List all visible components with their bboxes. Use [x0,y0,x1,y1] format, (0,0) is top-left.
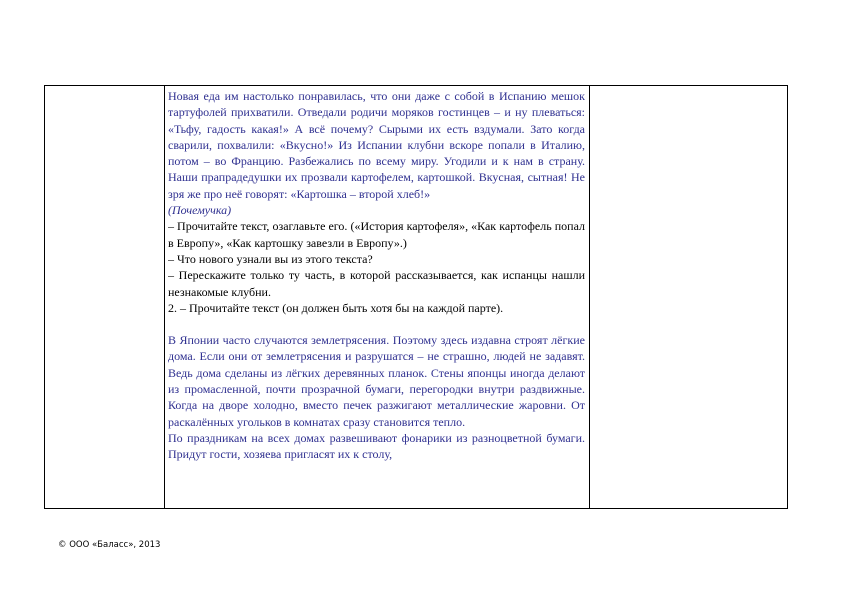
task-line: – Прочитайте текст, озаглавьте его. («История картофеля», «Как картофель попал в Европу», «Как картошку завезли в Европу».) [168,219,585,250]
story-paragraph: В Японии часто случаются землетрясения. Поэтому здесь издавна строят лёгкие дома. Если они от землетрясения и разрушатся – не страшно, людей не задавят. Ведь дома сделаны из лёгких деревянных планок. Стены японцы иногда делают из промасленной, почти прозрачной бумаги, перегородки внутри раздвижные. Когда на дворе холодно, вместо печек разжигают металлические жаровни. От раскалённых угольков в комнатах сразу становится тепло. [168,333,585,429]
story-source: (Почемучка) [168,203,232,218]
task-line: – Что нового узнали вы из этого текста? [168,251,373,266]
paragraph-gap [168,316,585,332]
task-line: – Перескажите только ту часть, в которой рассказывается, как испанцы нашли незнакомые клубни. [168,268,585,299]
lesson-table [44,85,788,509]
lesson-text-cell [168,88,585,508]
task-line: 2. – Прочитайте текст (он должен быть хотя бы на каждой парте). [168,300,504,315]
table-divider-left [164,86,165,508]
table-divider-right [589,86,590,508]
story-paragraph: По праздникам на всех домах развешивают фонарики из разноцветной бумаги. Придут гости, хозяева пригласят их к столу, [168,430,585,462]
copyright-footer: © ООО «Баласс», 2013 [58,540,161,550]
story-paragraph: Новая еда им настолько понравилась, что они даже с собой в Испанию мешок тартуфолей прихватили. Отведали родичи моряков гостинцев – и ну плеваться: «Тьфу, гадость какая!» А всё почему? Сырыми их есть вздумали. Зато когда сварили, похвалили: «Вкусно!» Из Испании клубни вскоре попали в Италию, потом – во Францию. Разбежались по всему миру. Угодили и к нам в страну. Наши прапрадедушки их прозвали картофелем, картошкой. Вкусная, сытная! Не зря же про неё говорят: «Картошка – второй хлеб!» [168,89,585,201]
